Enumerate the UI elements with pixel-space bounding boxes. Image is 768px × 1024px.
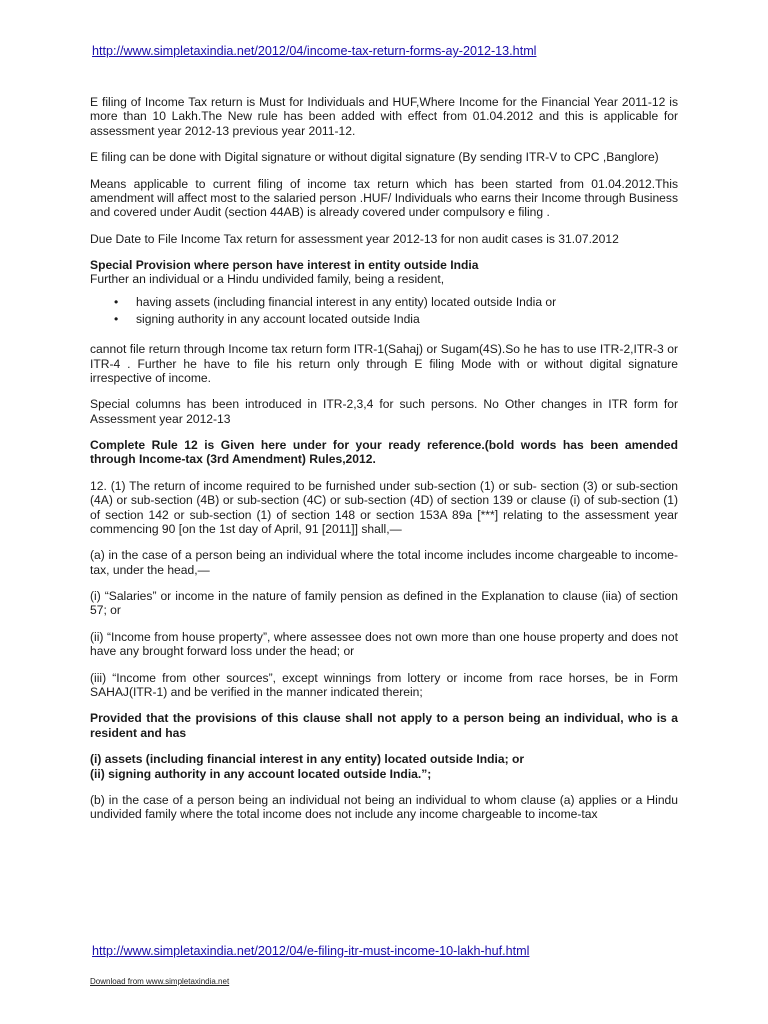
list-item-text: signing authority in any account located outside India bbox=[136, 312, 420, 327]
clause-ii: (ii) “Income from house property”, where assessee does not own more than one house property and does not have any brought forward loss under the head; or bbox=[90, 629, 678, 659]
clause-i: (i) “Salaries” or income in the nature of family pension as defined in the Explanation to clause (iia) of section 57; or bbox=[90, 589, 678, 618]
list-item bbox=[114, 312, 678, 326]
proviso: Provided that the provisions of this clause shall not apply to a person being an individual, who is a resident and has bbox=[90, 711, 678, 740]
paragraph-itr-forms: cannot file return through Income tax return form ITR-1(Sahaj) or Sugam(4S).So he has to use ITR-2,ITR-3 or ITR-4 . Further he have to file his return only through E filing Mode with or without digital signature irrespective of income. bbox=[90, 342, 678, 385]
bullet-list bbox=[90, 295, 678, 327]
list-item bbox=[114, 295, 678, 309]
paragraph-efiling-must: E filing of Income Tax return is Must for Individuals and HUF,Where Income for the Financial Year 2011-12 is more than 10 Lakh.The New rule has been added with effect from 01.04.2012 and this is applicable for assessment year 2012-13 previous year 2011-12. bbox=[90, 95, 678, 138]
top-source-link[interactable]: http://www.simpletaxindia.net/2012/04/income-tax-return-forms-ay-2012-13.html bbox=[92, 44, 537, 58]
paragraph-digital-signature: E filing can be done with Digital signature or without digital signature (By sending ITR-V to CPC ,Banglore) bbox=[90, 150, 659, 165]
bottom-source-link[interactable]: http://www.simpletaxindia.net/2012/04/e-filing-itr-must-income-10-lakh-huf.html bbox=[92, 944, 530, 958]
bullet-icon: • bbox=[114, 312, 119, 327]
download-footer[interactable]: Download from www.simpletaxindia.net bbox=[90, 977, 230, 986]
clause-iii: (iii) “Income from other sources”, except winnings from lottery or income from race horses, be in Form SAHAJ(ITR-1) and be verified in the manner indicated therein; bbox=[90, 670, 678, 699]
clause-b: (b) in the case of a person being an individual not being an individual to whom clause (a) applies or a Hindu undivided family where the total income does not include any income chargeable to income-tax bbox=[90, 793, 678, 822]
special-provision-intro: Further an individual or a Hindu undivided family, being a resident, bbox=[90, 272, 445, 287]
bullet-icon: • bbox=[114, 294, 119, 309]
paragraph-applicability: Means applicable to current filing of income tax return which has been started from 01.04.2012.This amendment will affect most to the salaried person .HUF/ Individuals who earns their Income through Business and covered under Audit (section 44AB) is already covered under compulsory e filing . bbox=[90, 176, 678, 220]
clause-a: (a) in the case of a person being an individual where the total income includes income chargeable to income-tax, under the head,— bbox=[90, 548, 678, 577]
special-provision-heading: Special Provision where person have interest in entity outside India bbox=[90, 258, 479, 273]
rule-12-text: 12. (1) The return of income required to be furnished under sub-section (1) or sub- section (3) or sub-section (4A) or sub-section (4B) or sub-section (4C) or sub-section (4D) of section 139 or clause (i) of sub-section (1) of section 142 or sub-section (1) of section 148 or section 153A 89a [***] relating to the assessment year commencing 90 [on the 1st day of April, 91 [2011]] shall,— bbox=[90, 478, 678, 536]
paragraph-due-date: Due Date to File Income Tax return for assessment year 2012-13 for non audit cases is 31.07.2012 bbox=[90, 231, 619, 246]
proviso-item-ii: (ii) signing authority in any account located outside India.”; bbox=[90, 766, 432, 781]
special-provision-block bbox=[90, 258, 678, 287]
proviso-items bbox=[90, 752, 678, 781]
paragraph-special-columns: Special columns has been introduced in ITR-2,3,4 for such persons. No Other changes in ITR form for Assessment year 2012-13 bbox=[90, 397, 678, 426]
document-body bbox=[90, 95, 678, 834]
list-item-text: having assets (including financial interest in any entity) located outside India or bbox=[136, 294, 557, 309]
rule-12-heading: Complete Rule 12 is Given here under for your ready reference.(bold words has been amended through Income-tax (3rd Amendment) Rules,2012. bbox=[90, 438, 678, 467]
proviso-item-i: (i) assets (including financial interest in any entity) located outside India; or bbox=[90, 752, 525, 767]
